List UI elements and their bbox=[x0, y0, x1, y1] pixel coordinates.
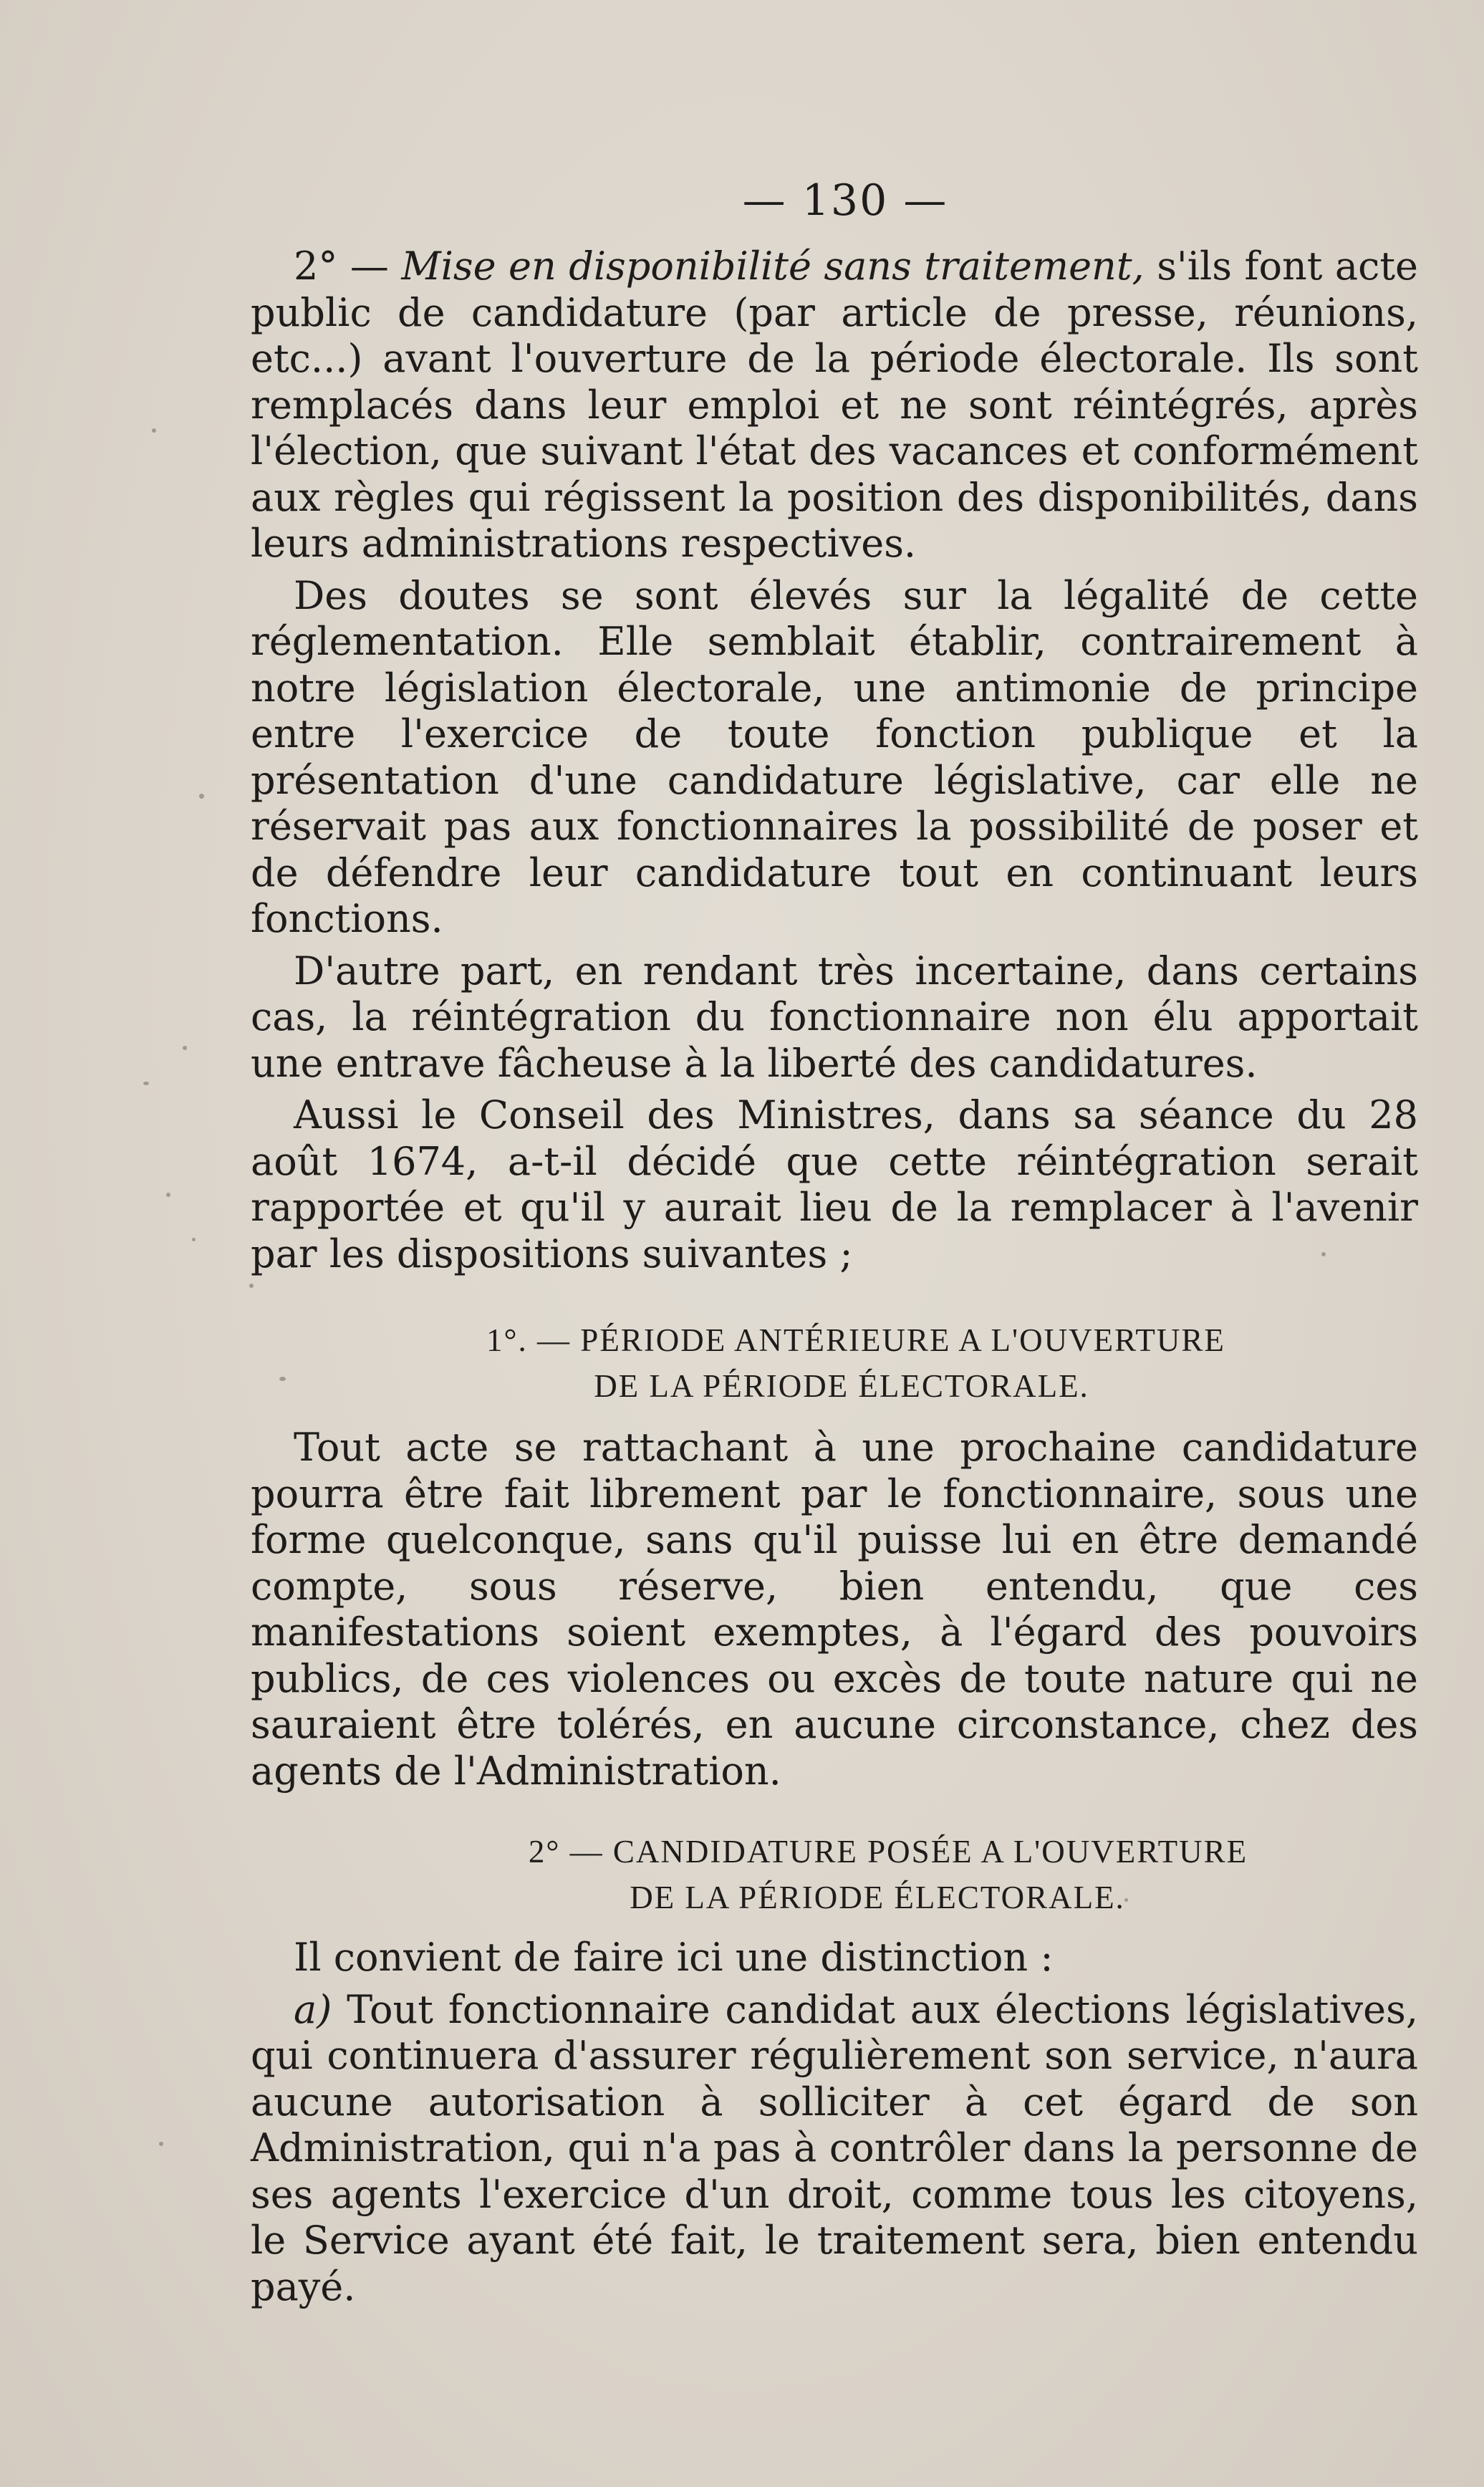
item-a-label: a) bbox=[294, 1986, 332, 2032]
heading-candidacy-opening bbox=[251, 1829, 1418, 1920]
section-2-dash: — bbox=[337, 244, 402, 289]
print-speck bbox=[152, 428, 156, 433]
page-content bbox=[251, 172, 1418, 2310]
item-a-paragraph bbox=[251, 1987, 1418, 2311]
section-2-title: Mise en disponibilité sans traitement, bbox=[401, 244, 1145, 289]
print-speck bbox=[183, 1046, 187, 1050]
print-speck bbox=[143, 1082, 149, 1085]
paragraph-distinction: Il convient de faire ici une distinction : bbox=[294, 1935, 1054, 1980]
heading-2-line-1: 2° — CANDIDATURE POSÉE A L'OUVERTURE bbox=[528, 1834, 1248, 1870]
paragraph-doubts: Des doutes se sont élevés sur la légalité de cette réglementation. Elle semblait établir, contrairement à notre législation électorale, une antimonie de principe entre l'exercice de toute fonction publique et la présentation d'une candidature législative, car elle ne réservait pas aux fonctionnaires la possibilité de poser et de défendre leur candidature tout en continuant leurs fonctions. bbox=[251, 572, 1418, 941]
paragraph-council-decision: Aussi le Conseil des Ministres, dans sa séance du 28 août 1674, a-t-il décidé que cette réintégration serait rapportée et qu'il y aurait lieu de la remplacer à l'avenir par les dispositions suivantes ; bbox=[251, 1092, 1418, 1276]
print-speck bbox=[199, 794, 204, 799]
heading-1-line-2: DE LA PÉRIODE ÉLECTORALE. bbox=[594, 1368, 1089, 1404]
item-a-text: Tout fonctionnaire candidat aux élections législatives, qui continuera d'assurer régulièrement son service, n'aura aucune autorisation à solliciter à cet égard de son Administration, qui n'a pas à contrôler dans la personne de ses agents l'exercice d'un droit, comme tous les citoyens, le Service ayant été fait, le traitement sera, bien entendu payé. bbox=[251, 1986, 1418, 2309]
section-2-text: s'ils font acte public de candidature (par article de presse, réunions, etc...) avant l'ouverture de la période électorale. Ils sont remplacés dans leur emploi et ne sont réintégrés, après l'élection, que suivant l'état des vacances et conformément aux règles qui régissent la position des disponibilités, dans leurs administrations respectives. bbox=[251, 244, 1419, 566]
print-speck bbox=[166, 1193, 170, 1197]
section-2-paragraph bbox=[251, 244, 1418, 567]
section-2-number: 2° bbox=[294, 244, 338, 289]
print-speck bbox=[159, 2142, 163, 2146]
paragraph-free-acts: Tout acte se rattachant à une prochaine candidature pourra être fait librement par le fonctionnaire, sous une forme quelconque, sans qu'il puisse lui en être demandé compte, sous réserve, bien entendu, que ces manifestations soient exemptes, à l'égard des pouvoirs publics, de ces violences ou excès de toute nature qui ne sauraient être tolérés, en aucune circonstance, chez des agents de l'Administration. bbox=[251, 1425, 1418, 1794]
heading-2-line-2: DE LA PÉRIODE ÉLECTORALE. bbox=[630, 1880, 1125, 1915]
heading-period-before bbox=[251, 1317, 1418, 1409]
paragraph-reintegration: D'autre part, en rendant très incertaine, dans certains cas, la réintégration du fonctionnaire non élu apportait une entrave fâcheuse à la liberté des candidatures. bbox=[251, 948, 1418, 1086]
heading-1-line-1: 1°. — PÉRIODE ANTÉRIEURE A L'OUVERTURE bbox=[486, 1322, 1225, 1358]
print-speck bbox=[192, 1238, 196, 1241]
page-number: — 130 — bbox=[742, 175, 948, 226]
